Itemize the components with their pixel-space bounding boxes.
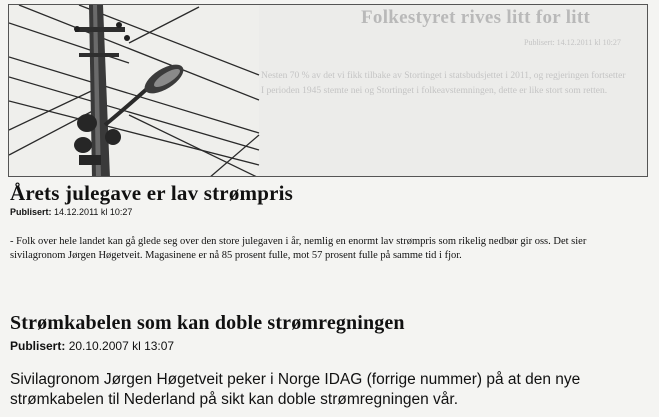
article-2-body: Sivilagronom Jørgen Høgetveit peker i Norge IDAG (forrige nummer) på at den nye strømkabelen til Nederland på sikt kan doble strømregningen vår. [10, 371, 581, 408]
background-article-line: Nesten 70 % av det vi fikk tilbake av Stortinget i statsbudsjettet i 2011, og regjeringen fortsetter [261, 71, 626, 81]
background-article-title: Folkestyret rives litt for litt [361, 7, 591, 28]
article-2-title[interactable]: Strømkabelen som kan doble strømregningen [10, 312, 405, 334]
published-label: Publisert: [10, 207, 52, 217]
article-photo [8, 4, 648, 177]
article-1-title[interactable]: Årets julegave er lav strømpris [10, 181, 294, 205]
article-1-body: - Folk over hele landet kan gå glede seg over den store julegaven i år, nemlig en enormt lav strømpris som rikelig nedbør gir oss. Det sier sivilagronom Jørgen Høgetveit. Magasinene er nå 85 prosent fulle, mot 57 prosent fulle på samme tid i fjor. [10, 236, 587, 261]
published-label: Publisert: [10, 339, 66, 353]
published-date: 20.10.2007 kl 13:07 [68, 339, 175, 353]
published-date: 14.12.2011 kl 10:27 [54, 207, 133, 217]
article-2-published [10, 339, 174, 353]
background-article-line: I perioden 1945 stemte nei og Stortinget i folkeavstemningen, dette er like stort som retten. [261, 86, 608, 96]
background-article-meta: Publisert: 14.12.2011 kl 10:27 [524, 38, 621, 47]
article-1-published [10, 207, 132, 218]
